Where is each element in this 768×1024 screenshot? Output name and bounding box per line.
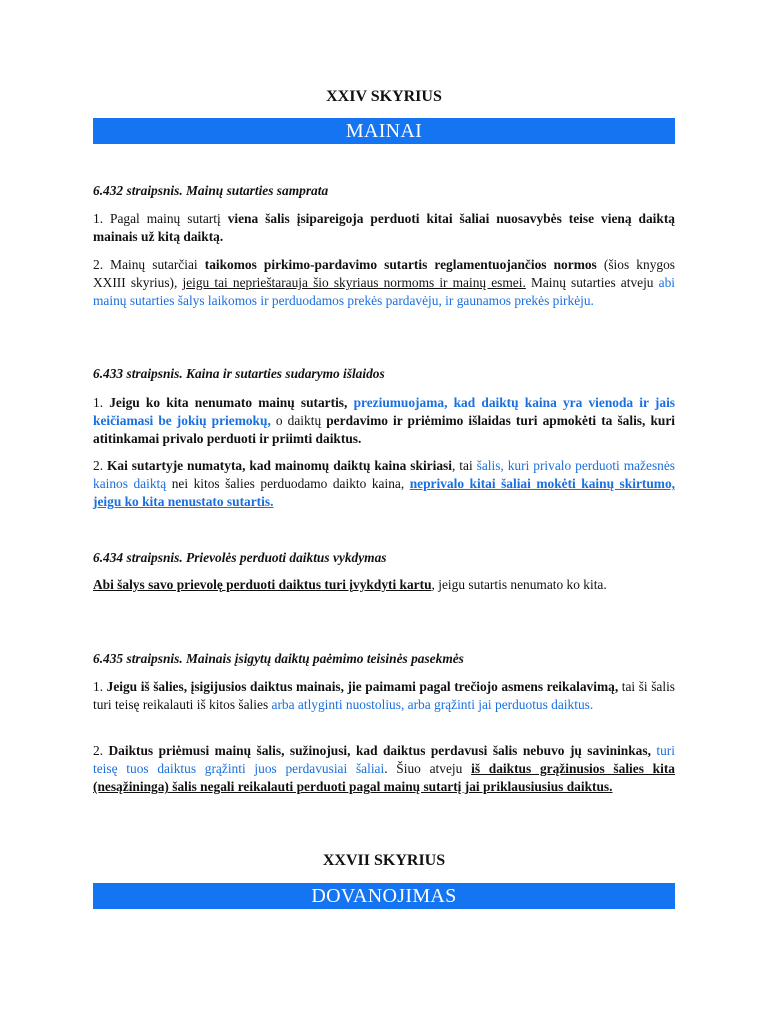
text-run: o daiktų xyxy=(270,413,327,429)
article-paragraph xyxy=(93,256,675,311)
text-run: 1. xyxy=(93,395,110,410)
text-run-bold: Jeigu iš šalies, įsigijusios daiktus mainais, jie paimami pagal trečiojo asmens reikalavimą, xyxy=(106,679,619,694)
article-paragraph xyxy=(93,742,675,797)
text-run: 1. Pagal mainų sutartį xyxy=(93,211,228,226)
text-run: (šios knygos XXIII skyrius), xyxy=(93,257,675,291)
text-run-highlighted: arba atlyginti nuostolius, arba grąžinti jai perduotus daiktus. xyxy=(271,697,594,713)
article-paragraph xyxy=(93,394,675,449)
article-paragraph xyxy=(93,210,675,246)
text-run-highlighted: preziumuojama, kad daiktų kaina yra vienoda ir jais keičiamasi be jokių priemokų, xyxy=(93,395,675,429)
text-run-bold: Daiktus priėmusi mainų šalis, sužinojusi, kad daiktus perdavusi šalis nebuvo jų savininkas, xyxy=(108,743,651,758)
text-run: Mainų sutarties atveju xyxy=(525,275,659,291)
text-run: 2. Mainų sutarčiai xyxy=(93,257,205,272)
text-run-bold: perdavimo ir priėmimo išlaidas turi apmokėti ta šalis, kuri atitinkamai privalo perduoti ir priimti daiktus. xyxy=(93,413,675,447)
text-run: tai ši šalis turi teisę reikalauti iš kitos šalies xyxy=(93,679,676,713)
text-run-bold: taikomos pirkimo-pardavimo sutartis reglamentuojančios normos xyxy=(204,257,597,272)
text-run-highlighted-underlined: neprivalo kitai šaliai mokėti kainų skirtumo, jeigu ko kita nenustato sutartis. xyxy=(93,476,675,510)
text-run-bold-underlined: iš daiktus grąžinusios šalies kita (nesąžininga) šalis negali reikalauti perduoti pagal mainų sutartį jai priklausiusius daiktus. xyxy=(93,761,675,795)
chapter-title: XXIV SKYRIUS xyxy=(326,88,442,105)
chapter-banner: DOVANOJIMAS xyxy=(93,883,675,909)
text-run: 2. xyxy=(93,458,107,473)
article-heading: 6.435 straipsnis. Mainais įsigytų daiktų paėmimo teisinės pasekmės xyxy=(93,651,464,666)
article-heading: 6.433 straipsnis. Kaina ir sutarties sudarymo išlaidos xyxy=(93,366,385,381)
chapter-banner: MAINAI xyxy=(93,118,675,144)
article-heading: 6.434 straipsnis. Prievolės perduoti daiktus vykdymas xyxy=(93,550,387,565)
text-run-bold: Kai sutartyje numatyta, kad mainomų daiktų kaina skiriasi xyxy=(107,458,452,473)
article-heading: 6.432 straipsnis. Mainų sutarties samprata xyxy=(93,183,329,198)
text-run: 1. xyxy=(93,679,107,694)
article-paragraph xyxy=(93,576,675,594)
text-run-underlined: jeigu tai neprieštarauja šio skyriaus normoms ir mainų esmei. xyxy=(182,275,526,291)
text-run-highlighted: abi mainų sutarties šalys laikomos ir perduodamos prekės pardavėju, ir gaunamos prekės pirkėju. xyxy=(93,275,675,309)
text-run: , jeigu sutartis nenumato ko kita. xyxy=(431,577,607,592)
text-run-bold: Jeigu ko kita nenumato mainų sutartis, xyxy=(109,395,354,410)
text-run: nei kitos šalies perduodamo daikto kaina, xyxy=(166,476,410,492)
text-run: 2. xyxy=(93,743,109,758)
article-paragraph xyxy=(93,678,675,714)
text-run-highlighted: šalis, kuri privalo perduoti mažesnės kainos daiktą xyxy=(93,458,676,492)
text-run: . Šiuo atveju xyxy=(384,761,472,777)
chapter-title: XXVII SKYRIUS xyxy=(322,852,446,869)
article-paragraph xyxy=(93,457,675,512)
text-run-bold: viena šalis įsipareigoja perduoti kitai šaliai nuosavybės teise vieną daiktą mainais už kitą daiktą. xyxy=(93,211,675,245)
text-run: , tai xyxy=(451,458,477,473)
text-run-highlighted: turi teisę tuos daiktus grąžinti juos perdavusiai šaliai xyxy=(93,743,675,777)
text-run-bold-underlined: Abi šalys savo prievolę perduoti daiktus turi įvykdyti kartu xyxy=(93,577,432,592)
